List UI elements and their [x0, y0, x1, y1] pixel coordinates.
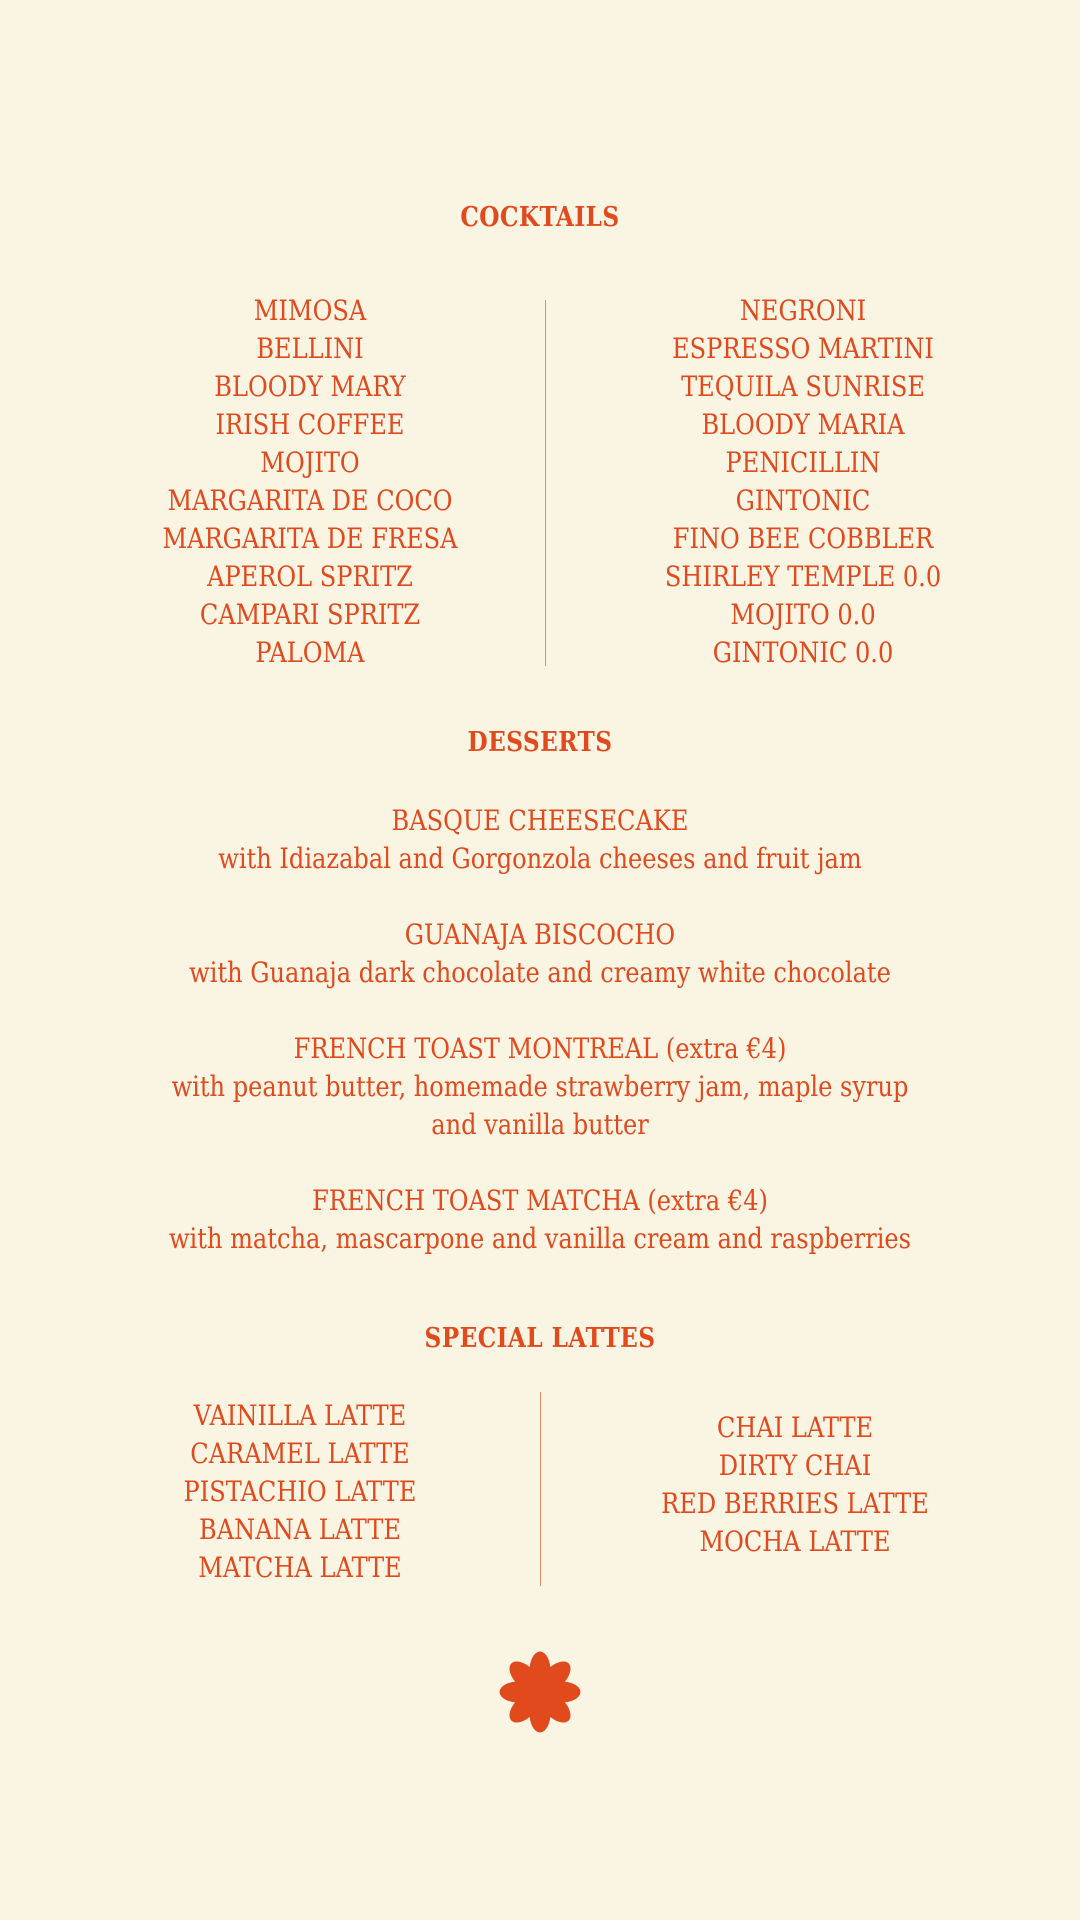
lattes-right-list	[623, 1409, 967, 1561]
cocktails-left-list	[138, 292, 482, 672]
list-item: CHAI LATTE	[716, 1411, 874, 1444]
dessert-description: with Guanaja dark chocolate and creamy white chocolate	[189, 956, 891, 989]
dessert-name: FRENCH TOAST MONTREAL (extra €4)	[293, 1032, 787, 1065]
list-item: BANANA LATTE	[199, 1513, 401, 1546]
list-item: MOCHA LATTE	[699, 1525, 891, 1558]
list-item: DIRTY CHAI	[718, 1449, 872, 1482]
lattes-divider	[540, 1392, 541, 1586]
special-lattes-title: SPECIAL LATTES	[424, 1323, 656, 1354]
list-item: BLOODY MARY	[214, 370, 406, 403]
dessert-name: GUANAJA BISCOCHO	[404, 918, 676, 951]
cocktails-title: COCKTAILS	[460, 202, 620, 233]
dessert-item	[76, 1182, 1005, 1258]
list-item: MARGARITA DE COCO	[167, 484, 453, 517]
list-item: MATCHA LATTE	[198, 1551, 402, 1584]
list-item: GINTONIC	[735, 484, 871, 517]
desserts-title: DESSERTS	[467, 727, 613, 758]
dessert-description: with peanut butter, homemade strawberry jam, maple syrup and vanilla butter	[171, 1070, 909, 1141]
dessert-name: BASQUE CHEESECAKE	[391, 804, 689, 837]
list-item: GINTONIC 0.0	[712, 636, 894, 669]
list-item: NEGRONI	[739, 294, 867, 327]
list-item: ESPRESSO MARTINI	[672, 332, 934, 365]
list-item: MIMOSA	[253, 294, 367, 327]
list-item: PALOMA	[255, 636, 365, 669]
list-item: IRISH COFFEE	[215, 408, 405, 441]
list-item: BELLINI	[256, 332, 364, 365]
list-item: CAMPARI SPRITZ	[199, 598, 421, 631]
list-item: CARAMEL LATTE	[190, 1437, 410, 1470]
list-item: VAINILLA LATTE	[193, 1399, 407, 1432]
list-item: PENICILLIN	[725, 446, 881, 479]
list-item: FINO BEE COBBLER	[672, 522, 934, 555]
list-item: PISTACHIO LATTE	[183, 1475, 417, 1508]
dessert-item	[170, 1030, 910, 1144]
list-item: MOJITO	[260, 446, 360, 479]
dessert-item	[76, 802, 1005, 878]
dessert-item	[76, 916, 1005, 992]
dessert-name: FRENCH TOAST MATCHA (extra €4)	[312, 1184, 768, 1217]
cocktails-right-list	[631, 292, 975, 672]
cocktails-divider	[545, 300, 546, 666]
list-item: BLOODY MARIA	[701, 408, 905, 441]
list-item: MOJITO 0.0	[730, 598, 876, 631]
list-item: SHIRLEY TEMPLE 0.0	[664, 560, 942, 593]
list-item: APEROL SPRITZ	[207, 560, 413, 593]
dessert-description: with Idiazabal and Gorgonzola cheeses and fruit jam	[218, 842, 862, 875]
list-item: MARGARITA DE FRESA	[162, 522, 458, 555]
dessert-description: with matcha, mascarpone and vanilla cream and raspberries	[168, 1222, 912, 1255]
list-item: RED BERRIES LATTE	[661, 1487, 929, 1520]
flower-icon	[496, 1648, 584, 1736]
list-item: TEQUILA SUNRISE	[681, 370, 925, 403]
lattes-left-list	[128, 1397, 472, 1587]
